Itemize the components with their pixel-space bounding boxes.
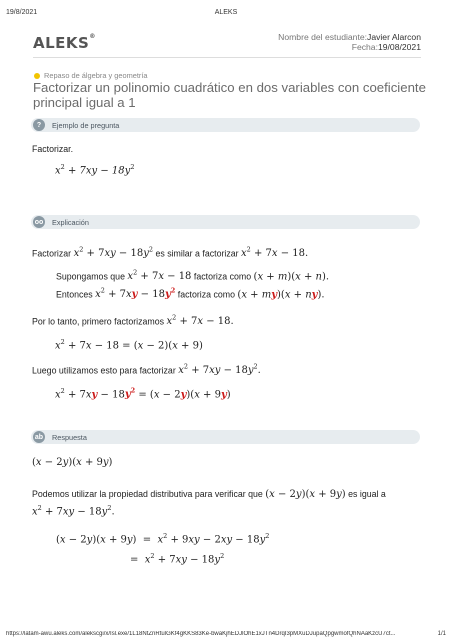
explanation-line-3-pre: Entonces — [56, 289, 93, 300]
date-label: Fecha: — [351, 42, 378, 52]
answer-icon: ab — [33, 431, 45, 443]
topic-dot-icon — [34, 73, 40, 79]
student-info — [278, 32, 421, 52]
verify-line: Podemos utilizar la propiedad distributiva para verificar que (x − 2y)(x + 9y) es igual a — [32, 489, 386, 500]
section-explanation — [31, 215, 420, 229]
explanation-line-4-text: Por lo tanto, primero factorizamos — [32, 316, 165, 327]
explanation-line-1-mid: es similar a factorizar — [155, 248, 239, 259]
explanation-line-2-pre: Supongamos que — [56, 271, 125, 282]
print-date: 19/8/2021 — [6, 9, 38, 16]
explanation-line-5: Luego utilizamos esto para factorizar $x^2 + 7xy - 18y^2$. — [32, 363, 261, 377]
factor-step-2: $x^2 + 7xy - 18y^2 = (x - 2y)(x + 9y)$ — [55, 387, 231, 401]
example-expression: $x^2 + 7xy - 18y^2$ — [55, 163, 135, 177]
header-divider — [33, 57, 421, 58]
page-title: Factorizar un polinomio cuadrático en dos variables con coeficiente principal igual a 1 — [33, 80, 426, 110]
explanation-line-5-text: Luego utilizamos esto para factorizar — [32, 365, 176, 376]
glasses-icon: oo — [33, 216, 45, 228]
section-example — [31, 118, 420, 132]
print-title: ALEKS — [214, 9, 238, 16]
explanation-line-4: Por lo tanto, primero factorizamos $x^2 + 7x - 18$. — [32, 314, 234, 328]
section-example-label: Ejemplo de pregunta — [52, 120, 120, 130]
factor-step-1: $x^2 + 7x - 18 = (x - 2)(x + 9)$ — [55, 338, 203, 352]
logo-text: ALEKS — [33, 34, 90, 52]
instruction-text: Factorizar. — [32, 144, 74, 154]
explanation-line-1-pre: Factorizar — [32, 248, 72, 259]
section-answer — [31, 430, 420, 444]
question-icon: ? — [33, 119, 45, 131]
student-name-label: Nombre del estudiante: — [278, 32, 368, 42]
explanation-line-2-mid: factoriza como — [193, 271, 252, 282]
verify-step-1: $(x - 2y)(x + 9y) = x^2 + 9xy - 2xy - 18y^2$ — [56, 532, 270, 546]
topic-text: Repaso de álgebra y geometría — [44, 71, 148, 80]
section-answer-label: Respuesta — [52, 432, 87, 442]
student-name: Javier Alarcon — [367, 32, 421, 42]
print-page-number: 1/1 — [437, 631, 446, 637]
aleks-logo — [33, 34, 96, 52]
verify-text: Podemos utilizar la propiedad distributiva para verificar que — [32, 489, 263, 499]
section-explanation-label: Explicación — [52, 217, 89, 227]
date-value: 19/08/2021 — [377, 42, 421, 52]
explanation-line-1: Factorizar $x^2 + 7xy - 18y^2$ es similar a factorizar $x^2 + 7x - 18$. — [32, 246, 309, 260]
verify-target: $x^2 + 7xy - 18y^2$. — [32, 504, 115, 518]
topic-label — [34, 71, 148, 80]
logo-mark: ® — [89, 33, 96, 40]
explanation-line-3: Entonces $x^2 + 7xy - 18y^2$ factoriza como (x + my)(x + ny). — [56, 287, 325, 301]
answer-expression: (x − 2y)(x + 9y) — [32, 457, 113, 468]
print-header — [6, 9, 446, 19]
verify-end: es igual a — [348, 489, 386, 499]
explanation-line-2: Supongamos que $x^2 + 7x - 18$ factoriza como (x + m)(x + n). — [56, 269, 330, 283]
print-url: https://latam-awu.aleks.com/alekscgi/x/Isl.exe/1L18NtZnRtulGKf4gKKS83Ke-bwaKjhEDJlOhE1xJTn4DrqI3pMXuDJupaQpgwmofQhNAaKzcU7ct... — [6, 631, 396, 637]
explanation-line-3-mid: factoriza como — [177, 289, 235, 300]
verify-step-2: = $x^2 + 7xy - 18y^2$ — [130, 552, 225, 566]
